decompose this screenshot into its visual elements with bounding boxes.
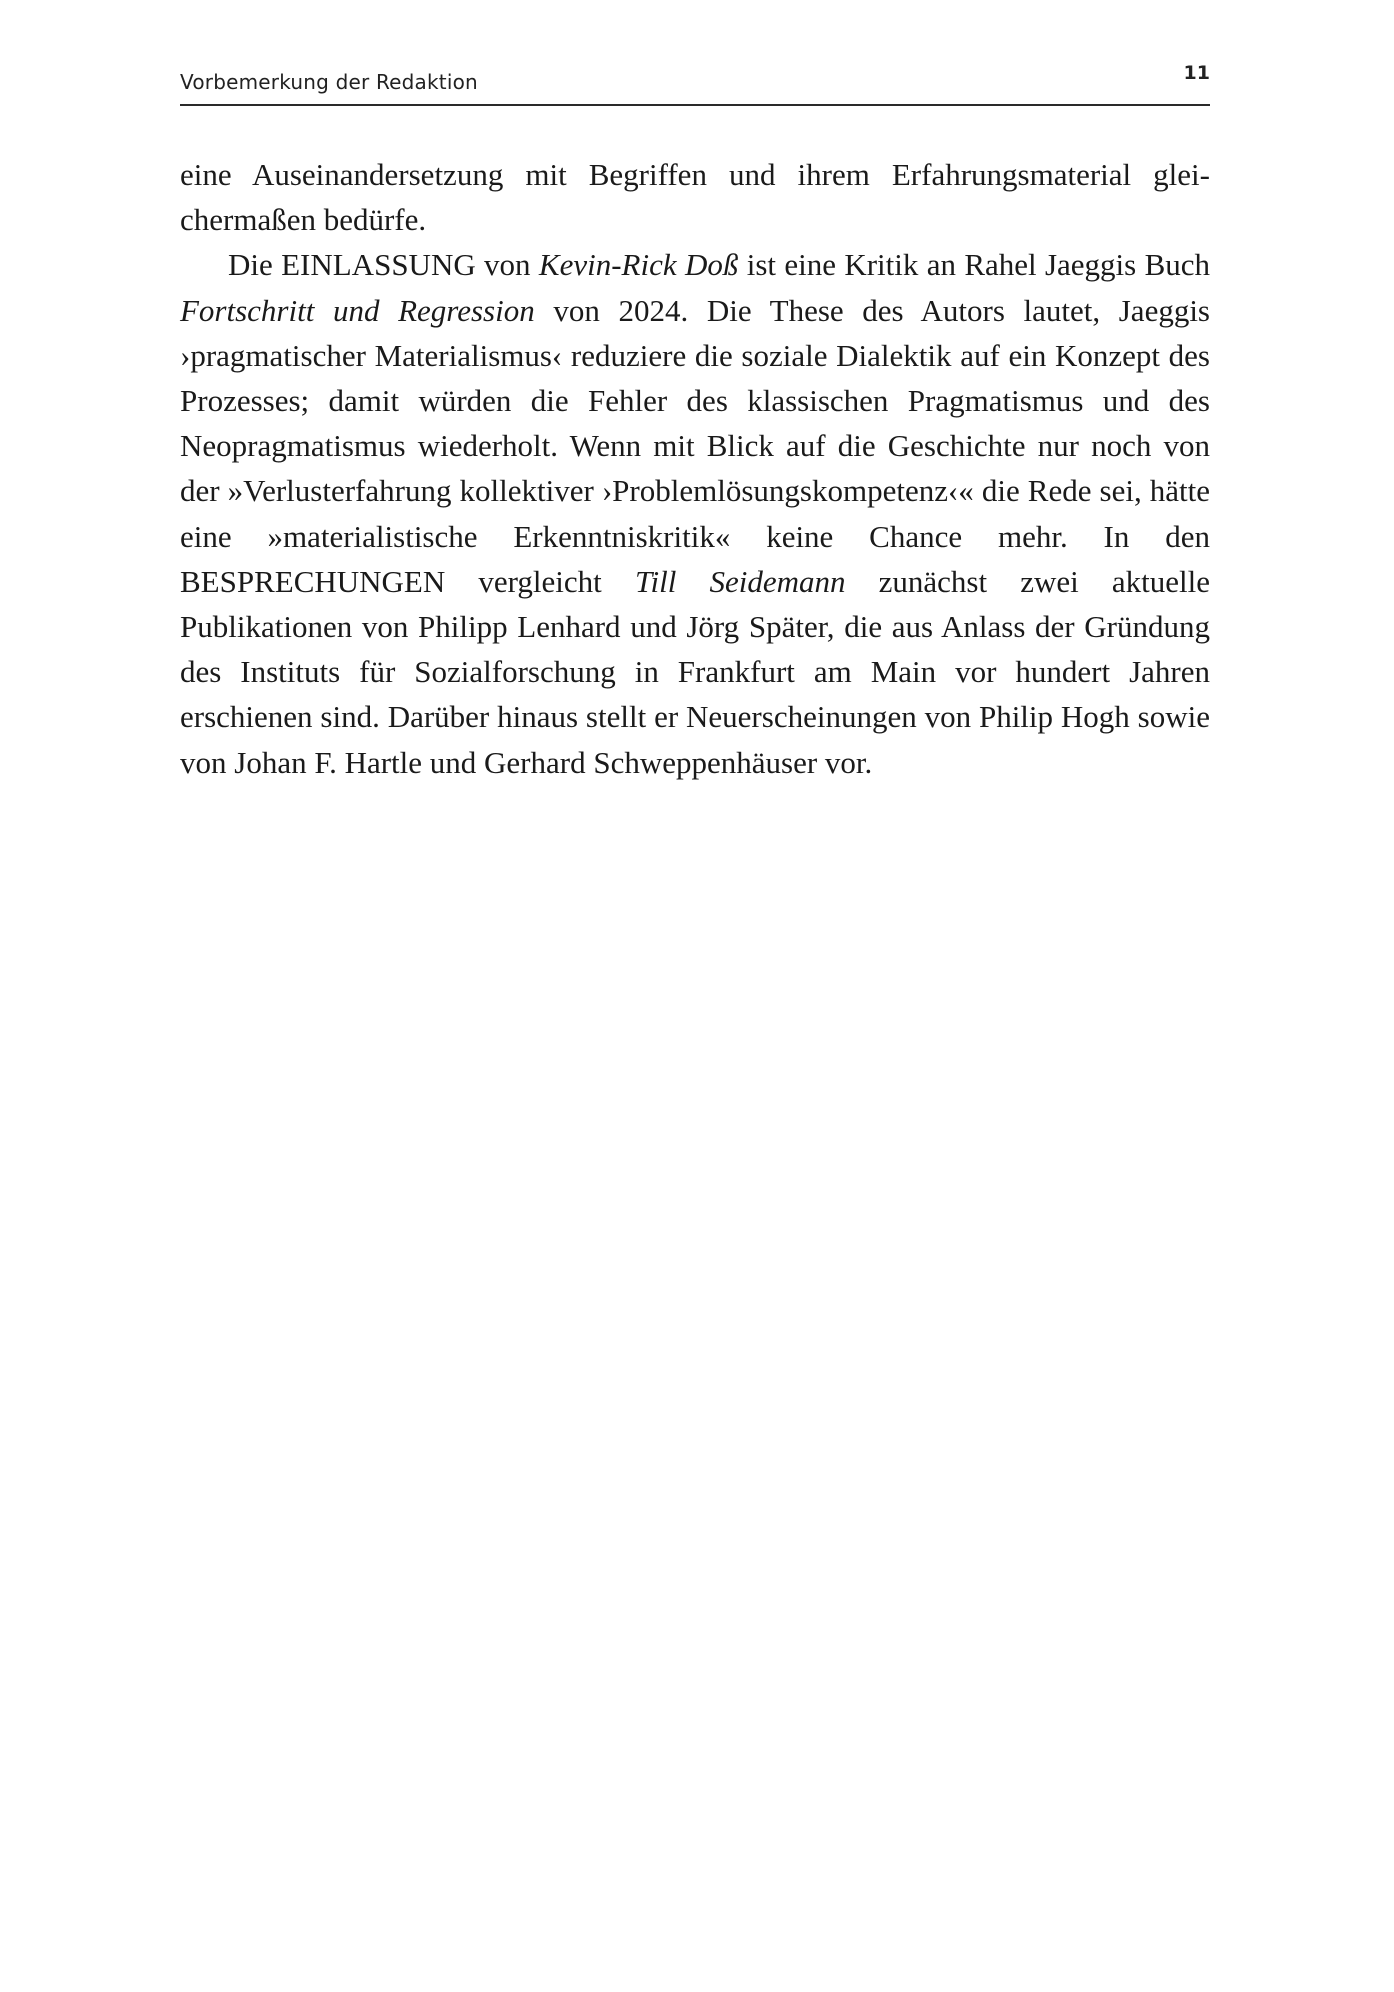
text-segment: Die EINLASSUNG von <box>228 247 539 283</box>
author-name: Kevin-Rick Doß <box>538 247 739 283</box>
author-name: Till Seidemann <box>634 563 846 599</box>
text-segment: eine Auseinandersetzung mit Begriffen und ihrem Erfahrungsmaterial gleichermaßen bedürfe. <box>180 157 1210 238</box>
paragraph-summary <box>180 242 1210 784</box>
running-head <box>180 62 1210 106</box>
page-number: 11 <box>1183 62 1210 84</box>
paragraph-continuation <box>180 152 1210 242</box>
text-segment: ist eine Kritik an Rahel Jaeggis Buch <box>738 247 1211 283</box>
book-title: Fortschritt und Regression <box>180 292 535 328</box>
body-text <box>180 152 1210 785</box>
running-title: Vorbemerkung der Redaktion <box>180 70 478 94</box>
text-segment: von 2024. Die These des Autors lautet, Jaeggis ›pragmatischer Materialismus‹ reduziere die soziale Dialektik auf ein Konzept des Prozesses; damit würden die Fehler des klassischen Pragmatismus und des Neopragmatismus wiederholt. Wenn mit Blick auf die Geschichte nur noch von der »Verlusterfahrung kollektiver ›Problemlösungskompetenz‹« die Rede sei, hätte eine »materialistische Erkenntniskritik« keine Chance mehr. In den BESPRECHUNGEN vergleicht <box>180 292 1210 599</box>
text-segment: zunächst zwei aktuelle Publikationen von Philipp Lenhard und Jörg Später, die aus Anlass der Gründung des Instituts für Sozialforschung in Frankfurt am Main vor hundert Jahren erschienen sind. Darüber hinaus stellt er Neuerscheinungen von Philip Hogh sowie von Johan F. Hartle und Gerhard Schweppenhäuser vor. <box>180 563 1211 780</box>
